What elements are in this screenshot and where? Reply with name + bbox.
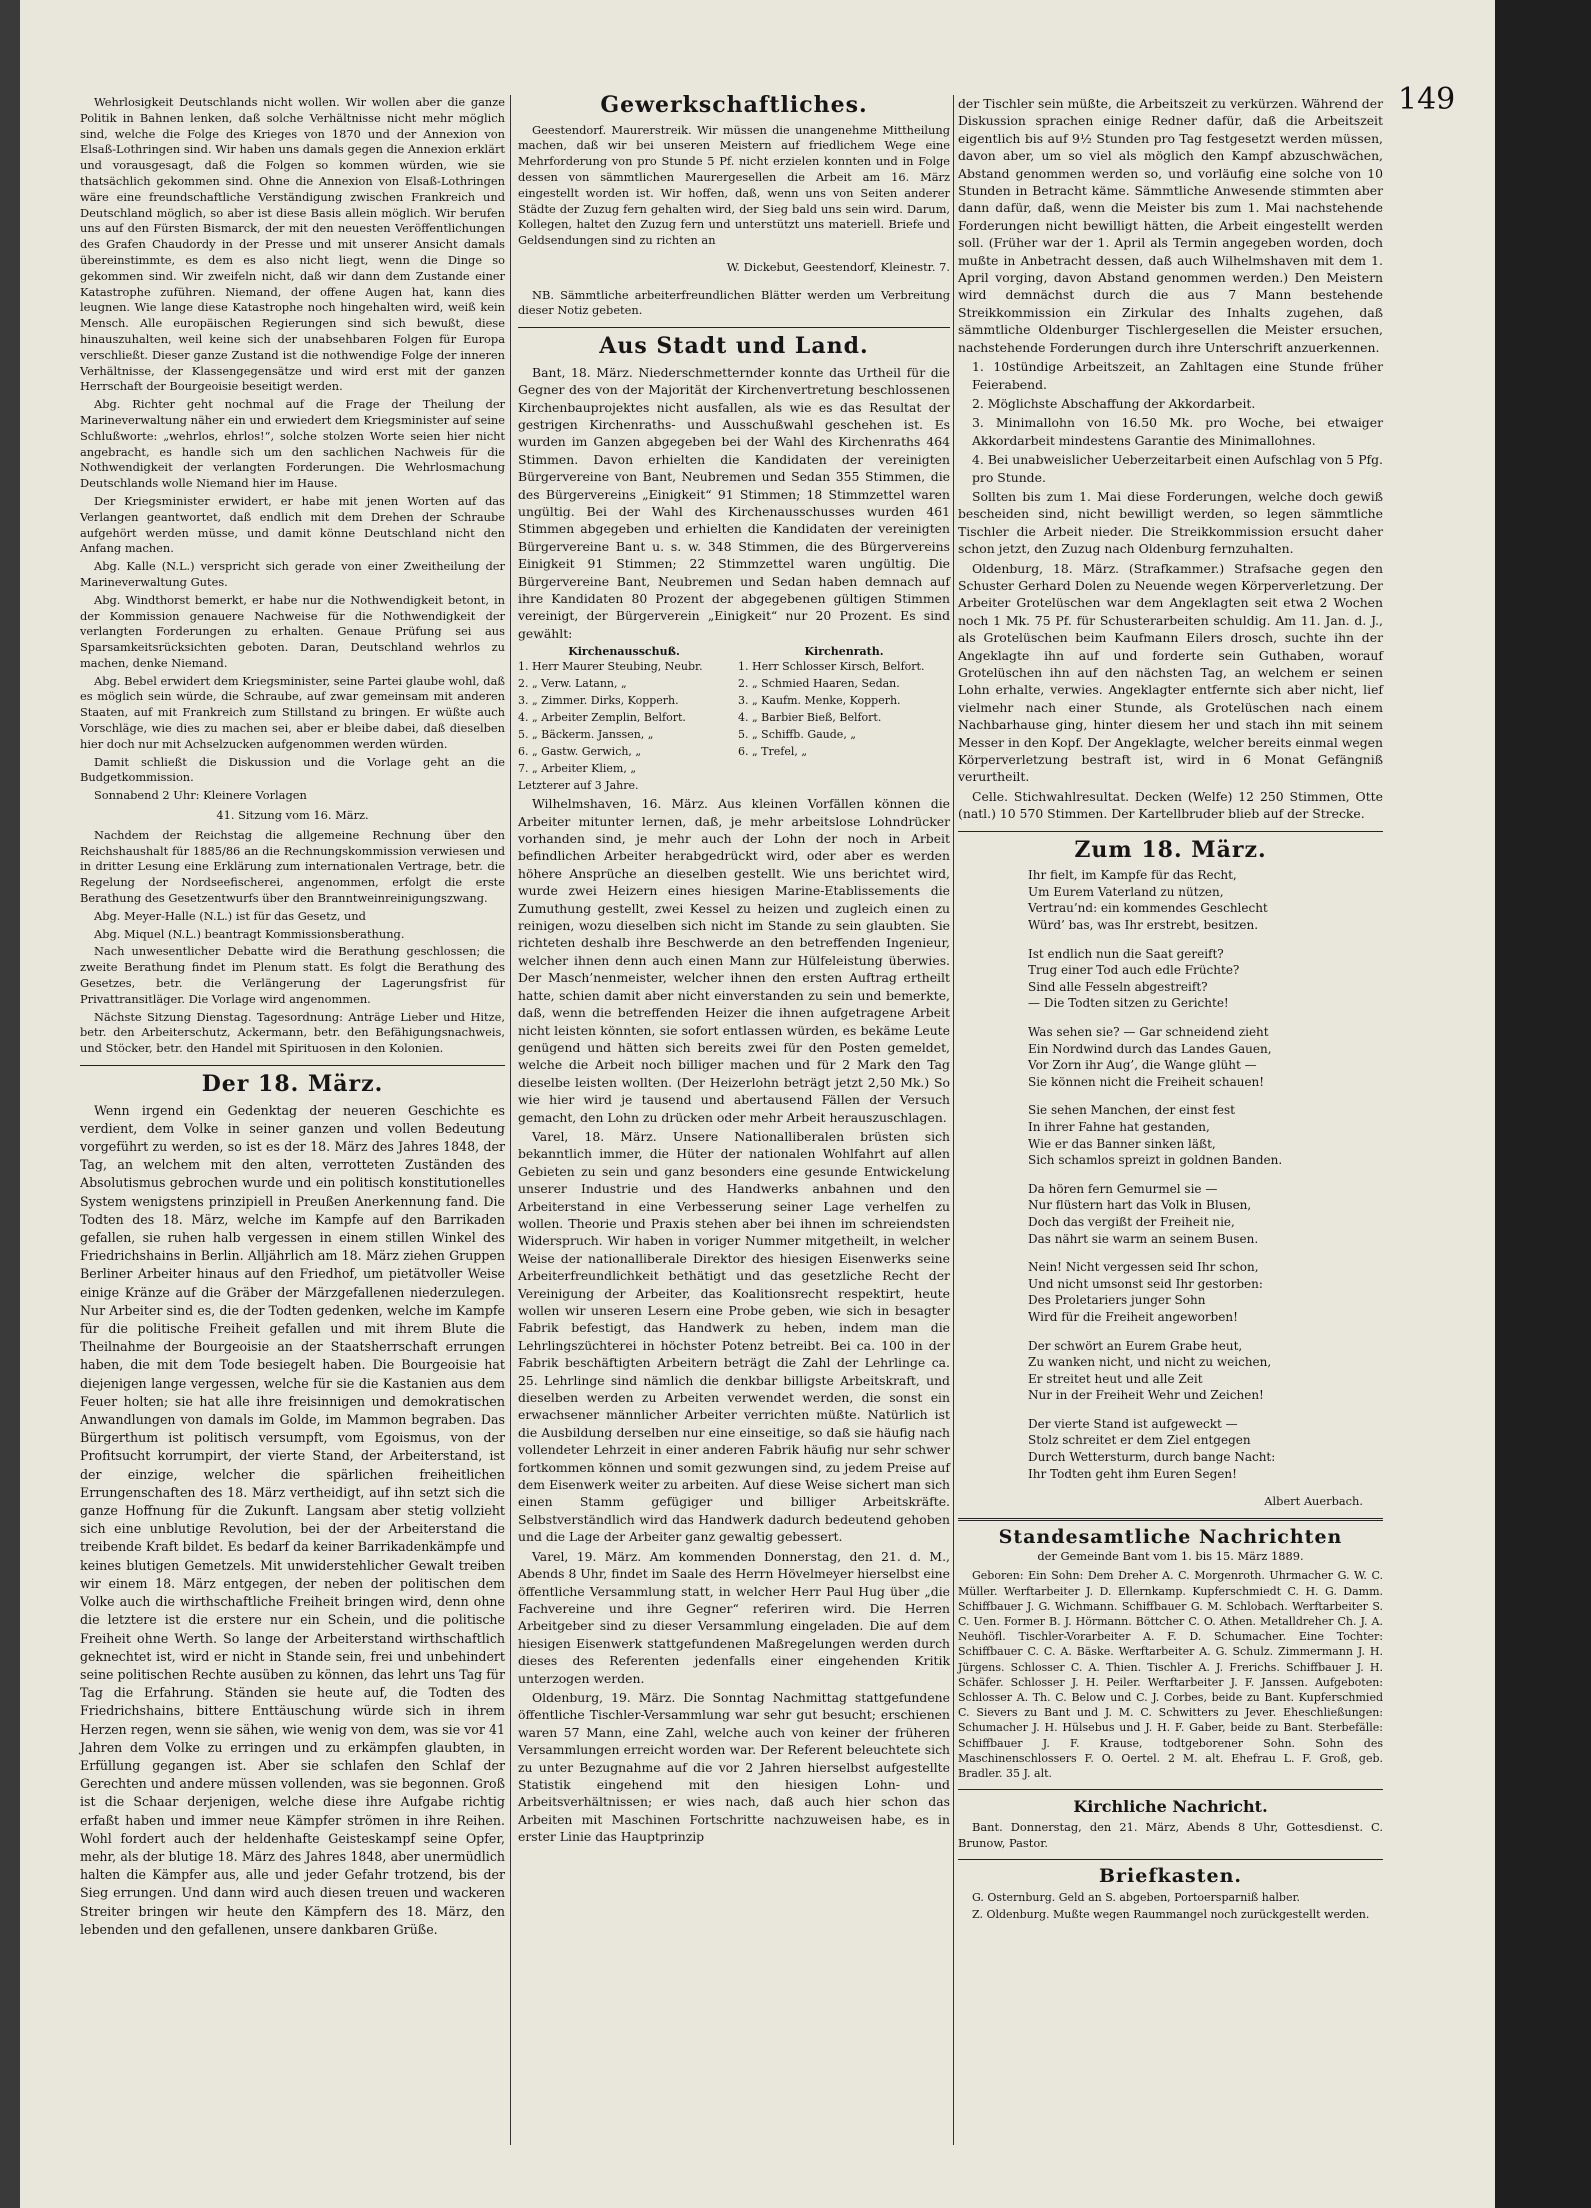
- poem-stanza: Ihr fielt, im Kampfe für das Recht, Um Eurem Vaterland zu nützen, Vertrau’nd: ein kommendes Geschlecht Würd’ bas, was Ihr erstrebt, besitzen.: [1028, 868, 1268, 933]
- paragraph: Varel, 18. März. Unsere Nationalliberalen brüsten sich bekanntlich immer, die Hüter der nationalen Wohlfahrt auf allen Gebieten zu sein und ganz besonders eine gesunde Entwickelung unserer Industrie und des Handwerks anbahnen und den Arbeiterstand in eine Verbesserung seiner Lage verhelfen zu wollen. Theorie und Praxis stehen aber bei ihnen im schreiendsten Widerspruch. Wir haben in voriger Nummer mitgetheilt, in welcher Weise der nationalliberale Direktor des hiesigen Eisenwerks seine Arbeiterfreundlichkeit bethätigt und das gesetzliche Recht der Vereinigung der Arbeiter, das Koalitionsrecht respektirt, heute wollen wir unseren Lesern eine Probe geben, wie sich in besagter Fabrik befestigt, das Handwerk zu heben, indem man die Lehrlingszüchterei in höchster Potenz betreibt. Bei ca. 100 in der Fabrik beschäftigten Arbeitern beträgt die Zahl der Lehrlinge ca. 25. Lehrlinge sind nämlich die denkbar billigste Arbeitskraft, und dieselben werden zu Arbeiten verwendet werden, die sonst ein erwachsener männlicher Arbeiter verrichten müßte. Natürlich ist die Ausbildung derselben nur eine einseitige, so daß sie häufig nach vollendeter Lehrzeit in einer anderen Fabrik häufig nur sehr schwer fortkommen können und somit gezwungen sind, zu jedem Preise auf dem Eisenwerk weiter zu arbeiten. Auf diese Weise sichert man sich einen Stamm gefügiger und billiger Arbeitskräfte. Selbstverständlich wird das Handwerk dadurch bedeutend gehoben und die Lage der Arbeiter ganz gewaltig gebessert.: [518, 1128, 950, 1545]
- election-lists: [518, 644, 950, 795]
- list-heading: Kirchenausschuß.: [568, 645, 680, 659]
- separator: [958, 1859, 1383, 1860]
- list-kirchenrath: [738, 644, 950, 795]
- poem-stanza: Sie sehen Manchen, der einst fest In ihrer Fahne hat gestanden, Wie er das Banner sinken läßt, Sich schamlos spreizt in goldnen Banden.: [1028, 1103, 1283, 1168]
- right-edge: [1495, 0, 1591, 2208]
- list-item: 5. „ Schiffb. Gaude, „: [738, 728, 857, 742]
- demand-item: 1. 10stündige Arbeitszeit, an Zahltagen eine Stunde früher Feierabend.: [972, 359, 1383, 392]
- poem-author: Albert Auerbach.: [1264, 1494, 1363, 1509]
- paragraph: Wilhelmshaven, 16. März. Aus kleinen Vorfällen können die Arbeiter mitunter lernen, daß, je mehr arbeitslose Lohndrücker vorhanden sind, je mehr auch der Lohn der noch in Arbeit befindlichen Arbeiter herabgedrückt wird, oder aber es werden höhere Ansprüche an dieselben gestellt. Wie uns berichtet wird, wurde zwei Heizern eines hiesigen Marine-Etablissements die Zumuthung gestellt, zwei Kessel zu heizen und zugleich einen zu reinigen, wozu dieselben sich nicht im Stande zu sein glaubten. Sie richteten deshalb ihre Beschwerde an den betreffenden Ingenieur, welcher ihnen denn auch einen Mann zur Hülfeleistung überwies. Der Masch’nenmeister, welcher ihnen den ersten Auftrag ertheilt hatte, schien damit aber nicht einverstanden zu sein und bemerkte, daß, wenn die betreffenden Heizer die ihnen aufgetragene Arbeit nicht leisten könnten, sie sofort entlassen würden, es bekäme Leute genügend und hätten sich bereits zwei für den Posten gemeldet, welche die Arbeit noch billiger machen und für 2 Mark den Tag dieselbe leisten wollten. (Der Heizerlohn beträgt jetzt 2,50 Mk.) So wie hier wird je tausend und abertausend Fällen der Versuch gemacht, den Lohn zu drücken oder mehr Arbeit herauszuschlagen.: [518, 796, 950, 1125]
- poem-stanza: Was sehen sie? — Gar schneidend zieht Ein Nordwind durch das Landes Gauen, Vor Zorn ihr Aug’, die Wange glüht — Sie können nicht die Freiheit schauen!: [1028, 1025, 1272, 1089]
- demand-item: 2. Möglichste Abschaffung der Akkordarbeit.: [972, 395, 1256, 411]
- list-item: 1. Herr Schlosser Kirsch, Belfort.: [738, 660, 925, 674]
- paragraph: der Tischler sein müßte, die Arbeitszeit zu verkürzen. Während der Diskussion sprachen einige Redner dafür, daß die Arbeitszeit eigentlich bis auf 9½ Stunden pro Tag festgesetzt werden müssen, davon aber, um so viel als möglich den Kampf abzuschwächen, Abstand genommen werden so, und vorläufig eine solche von 10 Stunden in Betracht käme. Sämmtliche Anwesende stimmten aber dann dafür, daß, wenn die Meister bis zum 1. Mai nachstehende Forderungen nicht bewilligt hätten, die Arbeit eingestellt werden soll. (Früher war der 1. April als Termin angegeben worden, doch mußte in Anbetracht dessen, daß auch Wilhelmshaven mit dem 1. April vorging, davon Abstand genommen werden.) Den Meistern wird demnächst durch die aus 7 Mann bestehende Streikkommission ein Zirkular des Inhalts zugehen, daß sämmtliche Oldenburger Tischlergesellen die Meister ersuchen, nachstehende Forderungen durch ihre Unterschrift anzuerkennen.: [958, 96, 1383, 355]
- separator: [958, 831, 1383, 832]
- paragraph: Abg. Richter geht nochmal auf die Frage der Theilung der Marineverwaltung näher ein und erwiedert dem Kriegsminister auf seine Schlußworte: „wehrlos, ehrlos!“, solche stolzen Worte seien hier nicht angebracht, es handle sich um den sachlichen Nachweis für die Nothwendigkeit der verlangten Forderungen. Die Wehrlosmachung Deutschlands wolle Niemand hier im Hause.: [80, 397, 505, 491]
- paragraph: Sollten bis zum 1. Mai diese Forderungen, welche doch gewiß bescheiden sind, nicht bewilligt werden, so legen sämmtliche Tischler die Arbeit nieder. Die Streikkommission ersucht daher schon jetzt, den Zuzug nach Oldenburg fernzuhalten.: [958, 488, 1383, 557]
- signature: W. Dickebut, Geestendorf, Kleinestr. 7.: [726, 260, 950, 275]
- paragraph: Wehrlosigkeit Deutschlands nicht wollen. Wir wollen aber die ganze Politik in Bahnen lenken, daß solche Verhältnisse nicht mehr möglich sind, welche die Folge des Krieges von 1870 und der Annexion von Elsaß-Lothringen sind. Wir haben uns damals gegen die Annexion erklärt und vorausgesagt, daß die Folgen so kommen würden, wie sie thatsächlich gekommen sind. Ohne die Annexion von Elsaß-Lothringen wäre eine freundschaftliche Verständigung zwischen Frankreich und Deutschland möglich, so aber ist diese Basis allein möglich. Wir berufen uns auf den Fürsten Bismarck, der mit den neuesten Veröffentlichungen des Grafen Chaudordy in der Presse und mit unserer Ansicht damals übereinstimmte, es dem es also nicht liegt, wenn die Dinge so gekommen sind. Wir zweifeln nicht, daß wir dann dem Zustande einer Katastrophe zuführen. Niemand, der offene Augen hat, kann dies leugnen. Wie lange diese Katastrophe noch hingehalten wird, weiß kein Mensch. Alle europäischen Regierungen sind sich bewußt, diese hinauszuhalten, weil keine sich der unabsehbaren Folgen für Europa verschließt. Dieser ganze Zustand ist die nothwendige Folge der inneren Verhältnisse, der Klassengegensätze und wird erst mit der ganzen Herrschaft der Bourgeoisie beseitigt werden.: [80, 95, 505, 394]
- list-item: 7. „ Arbeiter Kliem, „: [518, 762, 637, 776]
- column-2: [518, 92, 950, 1848]
- paragraph: Oldenburg, 19. März. Die Sonntag Nachmittag stattgefundene öffentliche Tischler-Versammlung war sehr gut besucht; erschienen waren 57 Mann, eine Zahl, welche auch von keiner der früheren Versammlungen erreicht worden war. Der Referent beleuchtete sich zu unter Bezugnahme auf die vor 2 Jahren hierselbst aufgestellte Statistik eingehend mit den hiesigen Lohn- und Arbeitsverhältnissen; er wies nach, daß auch hier schon das Arbeiten mit Maschinen Fortschritte nachzuweisen habe, es in erster Linie das Hauptprinzip: [518, 1689, 950, 1845]
- paragraph: Z. Oldenburg. Mußte wegen Raummangel noch zurückgestellt werden.: [972, 1908, 1370, 1922]
- paragraph: Abg. Windthorst bemerkt, er habe nur die Nothwendigkeit betont, in der Kommission genauere Nachweise für die Nothwendigkeit der verlangten Forderungen zu erhalten. Genaue Prüfung sei aus Sparsamkeitsrücksichten geboten. Daran, Deutschland wehrlos zu machen, denke Niemand.: [80, 592, 505, 670]
- list-item: 3. „ Kaufm. Menke, Kopperh.: [738, 694, 901, 708]
- list-item: 4. „ Arbeiter Zemplin, Belfort.: [518, 711, 686, 725]
- paragraph: Bant. Donnerstag, den 21. März, Abends 8 Uhr, Gottesdienst. C. Brunow, Pastor.: [958, 1819, 1383, 1850]
- left-spine: [0, 0, 20, 2208]
- list-item: 4. „ Barbier Bieß, Belfort.: [738, 711, 882, 725]
- poem-stanza: Der vierte Stand ist aufgeweckt — Stolz schreitet er dem Ziel entgegen Durch Wettersturm, durch bange Nacht: Ihr Todten geht ihm Euren Segen!: [1028, 1416, 1276, 1481]
- paragraph: Varel, 19. März. Am kommenden Donnerstag, den 21. d. M., Abends 8 Uhr, findet im Saale des Herrn Hövelmeyer hierselbst eine öffentliche Versammlung statt, in welcher Herr Paul Hug über „die Fachvereine und ihre Gegner“ referiren wird. Die Herren Arbeitgeber sind zu dieser Versammlung eingeladen. Die auf dem hiesigen Eisenwerk stattgefundenen Maßregelungen werden durch dieses des Referenten jedenfalls einer eingehenden Kritik unterzogen werden.: [518, 1548, 950, 1686]
- poem: [958, 867, 1383, 1482]
- list-item: 5. „ Bäckerm. Janssen, „: [518, 728, 654, 742]
- poem-stanza: Der schwört an Eurem Grabe heut, Zu wanken nicht, und nicht zu weichen, Er streitet heut und alle Zeit Nur in der Freiheit Wehr und Zeichen!: [1028, 1338, 1272, 1403]
- paragraph: Wenn irgend ein Gedenktag der neueren Geschichte es verdient, dem Volke in seiner ganzen und vollen Bedeutung vorgeführt zu werden, so ist es der 18. März des Jahres 1848, der Tag, an welchem mit den alten, verrotteten Zuständen des Absolutismus gebrochen wurde und ein politisch konstitutionelles System wenigstens prinzipiell in Preußen Anerkennung fand. Die Todten des 18. März, welche im Kampfe auf den Barrikaden gefallen, sie ruhen halb vergessen in einem stillen Winkel des Friedrichshains in Berlin. Alljährlich am 18. März ziehen Gruppen Berliner Arbeiter hinaus auf den Friedhof, um pietätvoller Weise einige Kränze auf die Gräber der Märzgefallenen niederzulegen. Nur Arbeiter sind es, die der Todten gedenken, welche im Kampfe für die politische Freiheit gefallen und mit ihrem Blute die Theilnahme der Bourgeoisie an der Staatsherrschaft errungen haben, die mit dem Tode besiegelt haben. Die Bourgeoisie hat diejenigen lange vergessen, welche für sie die Kastanien aus dem Feuer holten; sie hat alle ihre freisinnigen und demokratischen Anwandlungen von damals im Golde, im Mammon begraben. Das Bürgerthum ist politisch versumpft, vom Egoismus, von der Profitsucht korrumpirt, der vierte Stand, der Arbeiterstand, ist der einzige, welcher die spärlichen freiheitlichen Errungenschaften des 18. März vertheidigt, auf ihn setzt sich die ganze Hoffnung für die Zukunft. Langsam aber stetig vollzieht sich eine unblutige Revolution, bei der der Arbeiterstand die treibende Kraft bildet. Es bedarf da keiner Barrikadenkämpfe und keines blutigen Gemetzels. Mit unwiderstehlicher Gewalt treiben wir einem 18. März entgegen, der neben der politischen dem Volke auch die wirthschaftliche Freiheit bringen wird, denn ohne die letztere ist die erstere nur ein Schein, und die politische Freiheit ohne Werth. So lange der Arbeiterstand wirthschaftlich geknechtet ist, wird er nicht in Stande sein, frei und unbehindert seine politischen Rechte ausüben zu können, das lehrt uns Tag für Tag die Erfahrung. Ständen sie heute auf, die Todten des Friedrichshains, bittere Enttäuschung würde sich in ihrem Herzen regen, wenn sie sähen, wie wenig von dem, was sie vor 41 Jahren dem Volke zu erringen und zu erkämpfen glaubten, in Erfüllung gegangen ist. Aber sie schlafen den Schlaf der Gerechten und andere müssen vollenden, was sie begonnen. Groß ist die Schaar derjenigen, welche diese ihre Aufgabe richtig erfaßt haben und immer neue Kämpfer strömen in ihre Reihen. Wohl fordert auch der heldenhafte Geisteskampf seine Opfer, mehr, als der blutige 18. März des Jahres 1848, aber unermüdlich halten die Kämpfer aus, alle und jeder Gefahr trotzend, bis der Sieg errungen. Und dann wird auch diesen treuen und wackeren Streiter bringen wir heute den Kämpfern des 18. März, den lebenden und den gefallenen, unsere dankbaren Grüße.: [80, 1102, 505, 1937]
- demand-item: 3. Minimallohn von 16.50 Mk. pro Woche, bei etwaiger Akkordarbeit mindestens Garantie des Minimallohnes.: [972, 415, 1383, 448]
- section-subheading: der Gemeinde Bant vom 1. bis 15. März 1889.: [1037, 1548, 1304, 1563]
- paragraph: Der Kriegsminister erwidert, er habe mit jenen Worten auf das Verlangen geantwortet, daß endlich mit dem Drehen der Schraube aufgehört werden müsse, und damit könne Deutschland nicht den Anfang machen.: [80, 493, 505, 556]
- list-item: 1. Herr Maurer Steubing, Neubr.: [518, 660, 703, 674]
- paragraph: Nachdem der Reichstag die allgemeine Rechnung über den Reichshaushalt für 1885/86 an die Rechnungskommission verwiesen und in dritter Lesung eine Erklärung zum internationalen Vertrage, betr. die Regelung der Nordseefischerei, angenommen, erfolgt die erste Berathung des Gesetzentwurfs über den Branntweinreinigungszwang.: [80, 827, 505, 906]
- paragraph: Celle. Stichwahlresultat. Decken (Welfe) 12 250 Stimmen, Otte (natl.) 10 570 Stimmen. Der Kartellbruder blieb auf der Strecke.: [958, 788, 1383, 822]
- paragraph: Oldenburg, 18. März. (Strafkammer.) Strafsache gegen den Schuster Gerhard Dolen zu Neuende wegen Körperverletzung. Der Arbeiter Grotelüschen war dem Angeklagten seit etwa 2 Wochen noch 1 Mk. 75 Pf. für Schusterarbeiten schuldig. Am 11. Jan. d. J., als Grotelüschen beim Kaufmann Eilers drosch, suchte ihn der Angeklagte ihn auf und forderte sein Guthaben, worauf Grotelüschen ihn auf den nächsten Tag, an welchem er seinen Lohn erhalte, verwies. Angeklagter entfernte sich aber nicht, lief vielmehr nach einer Stunde, als Grotelüschen nach einem Nachbarhause ging, hinter diesem her und stach ihn mit seinem Messer in den Kopf. Der Angeklagte, welcher bereits einmal wegen Körperverletzung bestraft ist, wird in 6 Monat Gefängniß verurtheilt.: [958, 560, 1383, 785]
- section-heading: Standesamtliche Nachrichten: [998, 1526, 1343, 1549]
- list-heading: Kirchenrath.: [804, 645, 884, 659]
- paragraph: Abg. Meyer-Halle (N.L.) ist für das Gesetz, und: [94, 908, 366, 923]
- paragraph: Nächste Sitzung Dienstag. Tagesordnung: Anträge Lieber und Hitze, betr. den Arbeiterschutz, Ackermann, betr. den Befähigungsnachweis, und Stöcker, betr. den Handel mit Spirituosen in den Kolonien.: [80, 1009, 505, 1056]
- list-item: 6. „ Trefel, „: [738, 745, 808, 759]
- demand-item: 4. Bei unabweislicher Ueberzeitarbeit einen Aufschlag von 5 Pfg. pro Stunde.: [972, 452, 1383, 485]
- column-1: [80, 95, 505, 1941]
- article-heading: Der 18. März.: [201, 1071, 384, 1098]
- separator: [958, 1518, 1383, 1521]
- list-kirchenausschuss: [518, 644, 730, 795]
- poem-stanza: Ist endlich nun die Saat gereift? Trug einer Tod auch edle Früchte? Sind alle Fesseln abgestreift? — Die Todten sitzen zu Gerichte!: [1028, 946, 1240, 1011]
- column-divider: [953, 95, 954, 2145]
- paragraph: Abg. Bebel erwidert dem Kriegsminister, seine Partei glaube wohl, daß es möglich sein würde, die Schraube, auf zwar gemeinsam mit anderen Staaten, auf mit Frankreich zum Stillstand zu bringen. Er wüßte auch Vorschläge, wie dies zu machen sei, aber er bleibe dabei, daß dieselben hier doch nur mit Achselzucken aufgenommen werden würden.: [80, 673, 505, 751]
- paragraph: Nach unwesentlicher Debatte wird die Berathung geschlossen; die zweite Berathung findet im Plenum statt. Es folgt die Berathung des Gesetzes, betr. die Verlängerung der Lagerungsfrist für Privattransitläger. Die Vorlage wird angenommen.: [80, 944, 505, 1006]
- section-heading: Briefkasten.: [1098, 1865, 1242, 1888]
- session-heading: 41. Sitzung vom 16. März.: [216, 808, 369, 823]
- paragraph: NB. Sämmtliche arbeiterfreundlichen Blätter werden um Verbreitung dieser Notiz gebeten.: [518, 287, 950, 318]
- paragraph: Abg. Kalle (N.L.) verspricht sich gerade von einer Zweitheilung der Marineverwaltung Gutes.: [80, 559, 505, 589]
- paragraph: Geboren: Ein Sohn: Dem Dreher A. C. Morgenroth. Uhrmacher G. W. C. Müller. Werftarbeiter J. D. Ellernkamp. Kupferschmiedt C. H. G. Damm. Schiffbauer J. G. Wichmann. Schiffbauer G. M. Schlobach. Werftarbeiter S. C. Uen. Former B. J. Hörmann. Böttcher C. O. Athen. Metalldreher Ch. J. A. Neuhöfl. Tischler-Vorarbeiter A. F. D. Schumacher. Eine Tochter: Schiffbauer C. C. A. Bäske. Werftarbeiter A. G. Schulz. Zimmermann J. H. Jürgens. Schlosser C. A. Thien. Tischler A. J. Frerichs. Schiffbauer J. H. Schäfer. Schlosser J. H. Peiler. Werftarbeiter J. F. Janssen. Aufgeboten: Schlosser A. Th. C. Below und C. J. Corbes, beide zu Bant. Kupferschmied C. Sievers zu Bant und J. M. C. Schwitters zu Jever. Eheschließungen: Schumacher J. H. Hülsebus und J. H. F. Gaber, beide zu Bant. Sterbefälle: Schiffbauer J. F. Krause, todtgeborener Sohn. Sohn des Maschinenschlossers F. O. Oertel. 2 M. alt. Ehefrau L. F. Groß, geb. Bradler. 35 J. alt.: [958, 1569, 1383, 1781]
- column-divider: [510, 95, 511, 2145]
- list-item: 2. „ Verw. Latann, „: [518, 677, 627, 691]
- list-item: 2. „ Schmied Haaren, Sedan.: [738, 677, 900, 691]
- poem-stanza: Da hören fern Gemurmel sie — Nur flüstern hart das Volk in Blusen, Doch das vergißt der Freiheit nie, Das nährt sie warm an seinem Busen.: [1028, 1181, 1259, 1246]
- paragraph: Geestendorf. Maurerstreik. Wir müssen die unangenehme Mittheilung machen, daß wir bei unseren Meistern auf friedlichem Wege eine Mehrforderung von pro Stunde 5 Pf. nicht erzielen konnten und in Folge dessen von sämmtlichen Maurergesellen die Arbeit am 16. März eingestellt worden ist. Wir hoffen, daß, wenn uns von Seiten anderer Städte der Zuzug fern gehalten wird, der Sieg bald uns sein wird. Darum, Kollegen, haltet den Zuzug fern und unterstützt uns materiell. Briefe und Geldsendungen sind zu richten an: [518, 122, 950, 248]
- section-heading: Kirchliche Nachricht.: [1073, 1797, 1268, 1817]
- section-heading: Aus Stadt und Land.: [599, 333, 869, 360]
- paragraph: Bant, 18. März. Niederschmetternder konnte das Urtheil für die Gegner des von der Majorität der Kirchenvertretung beschlossenen Kirchenbauprojektes nicht ausfallen, als wie es das Resultat der gestrigen Kirchenraths- und Ausschußwahl geschehen ist. Es wurden im Ganzen abgegeben bei der Wahl des Kirchenraths 464 Stimmen. Davon erhielten die Kandidaten der vereinigten Bürgervereine von Bant, Neubremen und Sedan 355 Stimmen, die des Bürgervereins „Einigkeit“ 91 Stimmen; 18 Stimmzettel waren ungültig. Bei der Wahl des Kirchenausschusses wurden 461 Stimmen abgegeben und erhielten die Kandidaten der vereinigten Bürgervereine Bant u. s. w. 348 Stimmen, die des Bürgervereins Einigkeit 91 Stimmen; 22 Stimmzettel waren ungültig. Die Bürgervereine Bant, Neubremen und Sedan haben demnach auf ihre Kandidaten 80 Prozent der abgegebenen gültigen Stimmen vereinigt, der Bürgerverein „Einigkeit“ nur 20 Prozent. Es sind gewählt:: [518, 364, 950, 641]
- paragraph: Abg. Miquel (N.L.) beantragt Kommissionsberathung.: [94, 926, 405, 941]
- paragraph: Damit schließt die Diskussion und die Vorlage geht an die Budgetkommission.: [80, 754, 505, 785]
- column-3: [958, 95, 1383, 1924]
- paragraph: G. Osternburg. Geld an S. abgeben, Portoersparniß halber.: [972, 1891, 1301, 1905]
- separator: [518, 327, 950, 328]
- paragraph: Sonnabend 2 Uhr: Kleinere Vorlagen: [94, 788, 307, 803]
- poem-title: Zum 18. März.: [1074, 836, 1267, 863]
- list-item: 3. „ Zimmer. Dirks, Kopperh.: [518, 694, 679, 708]
- demands-list: [958, 358, 1383, 486]
- poem-stanza: Nein! Nicht vergessen seid Ihr schon, Und nicht umsonst seid Ihr gestorben: Des Proletariers junger Sohn Wird für die Freiheit angeworben!: [1028, 1260, 1263, 1324]
- list-items: [738, 659, 950, 759]
- separator: [80, 1065, 505, 1066]
- list-item: Letzterer auf 3 Jahre.: [518, 779, 639, 793]
- list-items: [518, 659, 730, 793]
- page-number: 149: [1398, 82, 1456, 117]
- list-item: 6. „ Gastw. Gerwich, „: [518, 745, 642, 759]
- separator: [958, 1789, 1383, 1790]
- section-heading: Gewerkschaftliches.: [600, 92, 868, 118]
